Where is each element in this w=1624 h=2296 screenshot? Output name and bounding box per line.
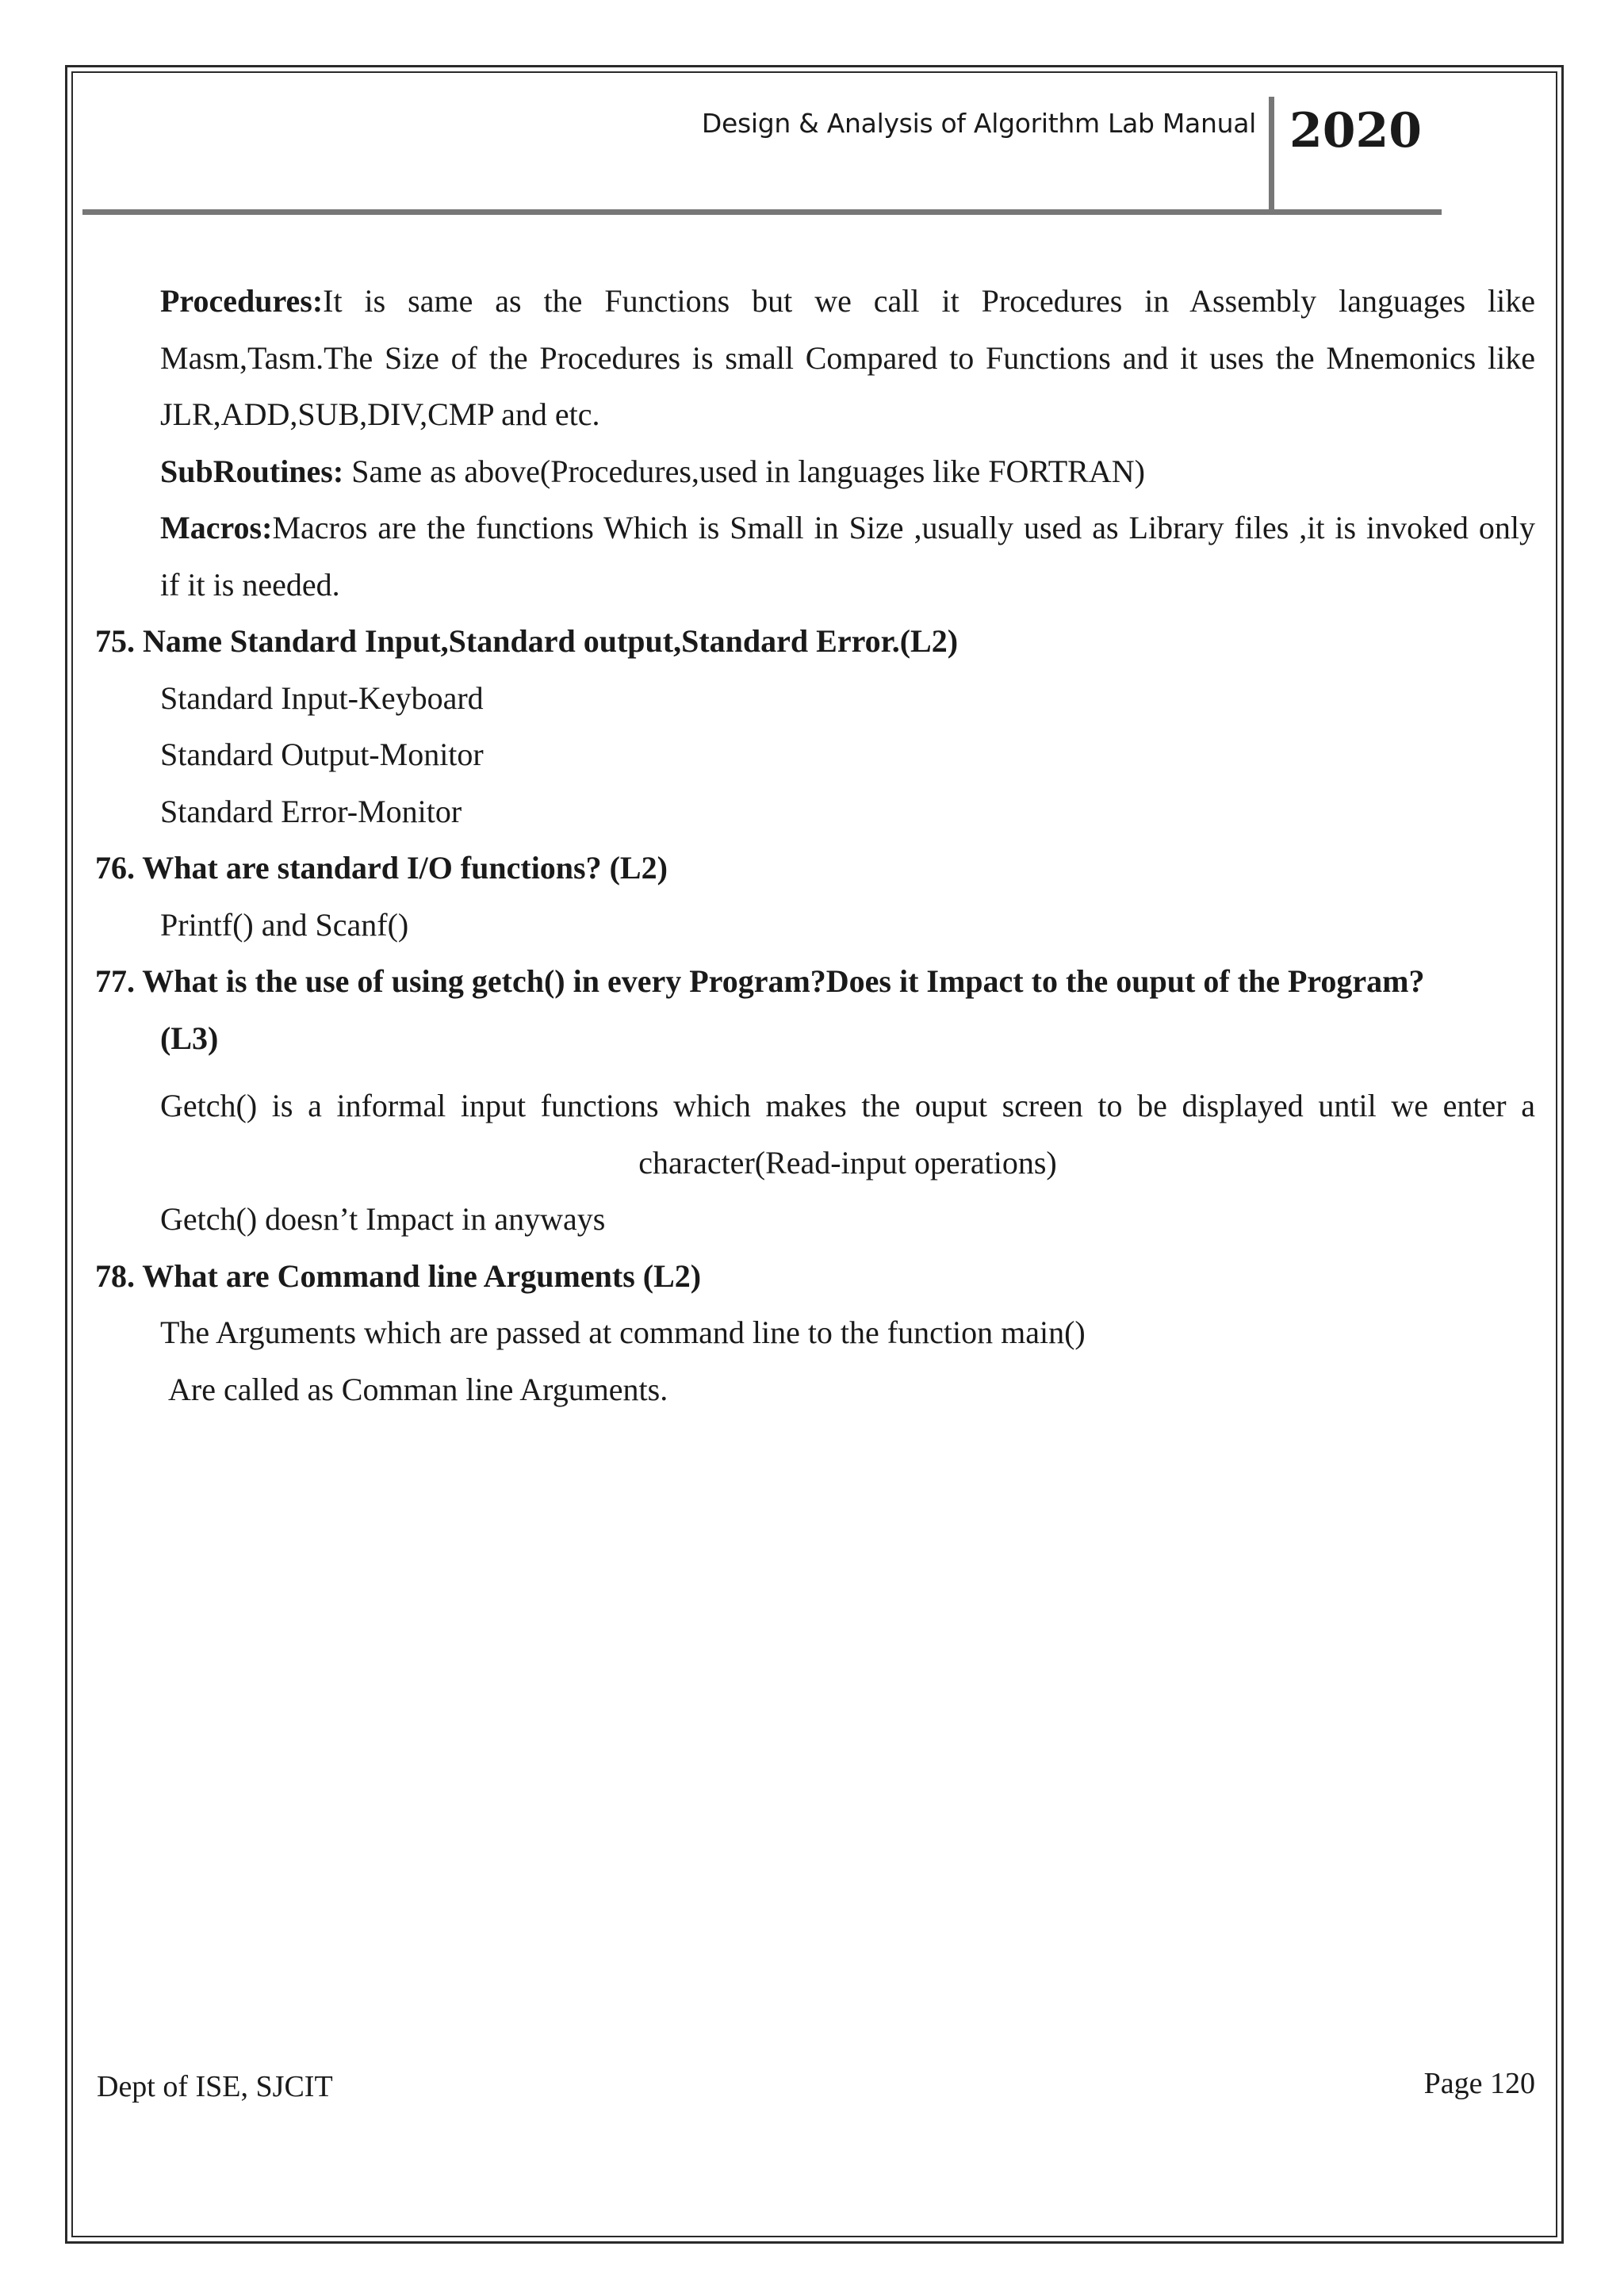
answer-77-line-3: Getch() doesn’t Impact in anyways [160, 1201, 606, 1237]
question-78 [95, 1248, 1535, 1305]
question-75 [95, 613, 1535, 670]
answer-75-2: Standard Output-Monitor [160, 737, 484, 772]
answer-78-line-1: The Arguments which are passed at command line to the function main() [160, 1314, 1086, 1350]
question-76 [95, 840, 1535, 897]
procedures-text-1: It is same as the Functions but we call it Procedures in Assembly languages like [323, 283, 1535, 319]
question-77-text-1: 77. What is the use of using getch() in every Program?Does it Impact to the ouput of the Program? [95, 963, 1425, 999]
macros-label: Macros: [160, 510, 273, 545]
header-year: 2020 [1289, 103, 1422, 159]
question-77-line-1 [95, 953, 1535, 1010]
answer-77-line-2: character(Read-input operations) [638, 1144, 1057, 1181]
question-78-text: 78. What are Command line Arguments (L2) [95, 1257, 702, 1294]
answer-78-line-2: Are called as Comman line Arguments. [168, 1371, 668, 1407]
procedures-line-3: JLR,ADD,SUB,DIV,CMP and etc. [160, 396, 600, 432]
macros-text-1: Macros are the functions Which is Small in Size ,usually used as Library files ,it is invoked only [272, 510, 1535, 545]
subroutines-line [95, 443, 1535, 500]
subroutines-label: SubRoutines: [160, 453, 344, 489]
footer-page-number: Page 120 [1423, 2067, 1535, 2100]
answer-76: Printf() and Scanf() [160, 906, 409, 943]
footer-department: Dept of ISE, SJCIT [97, 2070, 333, 2103]
header-vertical-rule [1269, 97, 1274, 212]
spacer [95, 1066, 1535, 1077]
question-76-text: 76. What are standard I/O functions? (L2) [95, 850, 668, 886]
procedures-line-1 [95, 273, 1535, 330]
procedures-label: Procedures: [160, 283, 324, 319]
answer-75-3: Standard Error-Monitor [160, 793, 462, 829]
question-75-text: 75. Name Standard Input,Standard output,Standard Error.(L2) [95, 623, 959, 659]
macros-line-2: if it is needed. [160, 566, 340, 603]
procedures-line-2: Masm,Tasm.The Size of the Procedures is small Compared to Functions and it uses the Mnemonics like [160, 339, 1535, 376]
subroutines-text: Same as above(Procedures,used in languages like FORTRAN) [343, 453, 1145, 489]
header-title: Design & Analysis of Algorithm Lab Manual [701, 108, 1256, 139]
question-77-text-2: (L3) [160, 1020, 219, 1056]
page-content [95, 273, 1535, 1418]
answer-77-line-1: Getch() is a informal input functions which makes the ouput screen to be displayed until we enter a [160, 1088, 1535, 1123]
header-horizontal-rule [82, 209, 1442, 215]
macros-line-1 [95, 499, 1535, 557]
answer-75-1: Standard Input-Keyboard [160, 679, 484, 716]
question-77-line-2 [95, 1010, 1535, 1067]
